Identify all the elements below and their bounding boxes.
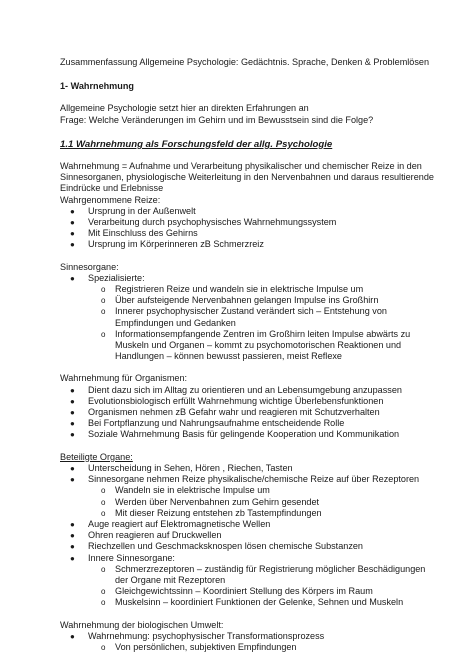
- bullet-icon: ●: [70, 229, 75, 239]
- list-item: ● Auge reagiert auf Elektromagnetische Wellen: [70, 518, 271, 529]
- list-item: ● Mit Einschluss des Gehirns: [70, 228, 198, 239]
- bullet-icon: ●: [70, 273, 75, 283]
- bullet-icon: ●: [70, 531, 75, 541]
- list-item: ● Soziale Wahrnehmung Basis für gelingende Kooperation und Kommunikation: [70, 429, 400, 440]
- beteiligte-organe-list: [60, 463, 434, 485]
- sublist-item: o Innerer psychophysischer Zustand verändert sich – Entstehung von Empfindungen und Gedanken: [101, 306, 387, 328]
- definition-paragraph: Wahrnehmung = Aufnahme und Verarbeitung physikalischer und chemischer Reize in den Sinnesorganen, physiologische Weiterleitung in den Nervenbahnen und daraus resultierende Eindrücke und Erlebnisse: [60, 161, 434, 194]
- document-title: Zusammenfassung Allgemeine Psychologie: Gedächtnis. Sprache, Denken & Problemlösen: [60, 57, 430, 67]
- list-item: ● Wahrnehmung: psychophysischer Transformationsprozess: [70, 630, 325, 641]
- list-item: ● Verarbeitung durch psychophysisches Wahrnehmungssystem: [70, 217, 337, 228]
- bullet-icon: ●: [70, 475, 75, 485]
- beteiligte-organe-list-continued: [60, 519, 434, 564]
- bullet-icon: ●: [70, 430, 75, 440]
- bullet-icon: ●: [70, 218, 75, 228]
- bullet-icon: ●: [70, 542, 75, 552]
- list-item: ● Bei Fortpflanzung und Nahrungsaufnahme entscheidende Rolle: [70, 418, 345, 429]
- umwelt-list: [60, 631, 434, 642]
- circle-bullet-icon: o: [101, 497, 106, 507]
- circle-bullet-icon: o: [101, 329, 106, 339]
- wahrgenommene-reize-list: [60, 206, 434, 251]
- list-item: ● Organismen nehmen zB Gefahr wahr und reagieren mit Schutzverhalten: [70, 407, 380, 418]
- intro-line: Allgemeine Psychologie setzt hier an direkten Erfahrungen an: [60, 103, 309, 114]
- list-item: ● Ursprung in der Außenwelt: [70, 205, 196, 216]
- beteiligte-organe-label: Beteiligte Organe:: [60, 451, 133, 462]
- list-item: ● Sinnesorgane nehmen Reize physikalische/chemische Reize auf über Rezeptoren: [70, 474, 420, 485]
- innere-sinnesorgane-sublist: [60, 564, 434, 609]
- circle-bullet-icon: o: [101, 564, 106, 574]
- bullet-icon: ●: [70, 240, 75, 250]
- sinnesorgane-label: Sinnesorgane:: [60, 261, 119, 272]
- sublist-item: o Gleichgewichtssinn – Koordiniert Stellung des Körpers im Raum: [101, 586, 373, 597]
- bullet-icon: ●: [70, 553, 75, 563]
- section-heading-wahrnehmung: 1- Wahrnehmung: [60, 81, 134, 92]
- circle-bullet-icon: o: [101, 296, 106, 306]
- circle-bullet-icon: o: [101, 285, 106, 295]
- list-item: ● Dient dazu sich im Alltag zu orientieren und an Lebensumgebung anzupassen: [70, 384, 402, 395]
- subsection-heading-forschungsfeld: 1.1 Wahrnehmung als Forschungsfeld der allg. Psychologie: [60, 138, 333, 150]
- circle-bullet-icon: o: [101, 642, 106, 652]
- spezialisierte-sublist: [60, 284, 434, 362]
- rezeptoren-sublist: [60, 485, 434, 519]
- bullet-icon: ●: [70, 631, 75, 641]
- bullet-icon: ●: [70, 385, 75, 395]
- list-item: ● Evolutionsbiologisch erfüllt Wahrnehmung wichtige Überlebensfunktionen: [70, 395, 384, 406]
- circle-bullet-icon: o: [101, 587, 106, 597]
- sublist-item: o Muskelsinn – koordiniert Funktionen der Gelenke, Sehnen und Muskeln: [101, 597, 404, 608]
- bullet-icon: ●: [70, 519, 75, 529]
- sublist-item: o Von persönlichen, subjektiven Empfindungen: [101, 641, 297, 652]
- umwelt-label: Wahrnehmung der biologischen Umwelt:: [60, 619, 224, 630]
- bullet-icon: ●: [70, 419, 75, 429]
- list-item: ● Unterscheidung in Sehen, Hören , Riechen, Tasten: [70, 462, 293, 473]
- list-item: ● Ursprung im Körperinneren zB Schmerzreiz: [70, 239, 264, 250]
- sublist-item: o Registrieren Reize und wandeln sie in elektrische Impulse um: [101, 284, 364, 295]
- sublist-item: o Über aufsteigende Nervenbahnen gelangen Impulse ins Großhirn: [101, 295, 379, 306]
- bullet-icon: ●: [70, 463, 75, 473]
- list-item: ● Riechzellen und Geschmacksknospen lösen chemische Substanzen: [70, 541, 363, 552]
- list-item: ● Spezialisierte:: [70, 272, 145, 283]
- bullet-icon: ●: [70, 408, 75, 418]
- organismen-list: [60, 385, 434, 441]
- sublist-item: o Werden über Nervenbahnen zum Gehirn gesendet: [101, 496, 320, 507]
- circle-bullet-icon: o: [101, 598, 106, 608]
- circle-bullet-icon: o: [101, 307, 106, 317]
- list-item: ● Innere Sinnesorgane:: [70, 552, 175, 563]
- circle-bullet-icon: o: [101, 508, 106, 518]
- sublist-item: o Schmerzrezeptoren – zuständig für Registrierung möglicher Beschädigungen der Organe mit Rezeptoren: [101, 563, 426, 585]
- sinnesorgane-list: [60, 273, 434, 284]
- sublist-item: o Wandeln sie in elektrische Impulse um: [101, 485, 270, 496]
- bullet-icon: ●: [70, 206, 75, 216]
- bullet-icon: ●: [70, 396, 75, 406]
- circle-bullet-icon: o: [101, 486, 106, 496]
- list-item: ● Ohren reagieren auf Druckwellen: [70, 530, 222, 541]
- sublist-item: o Informationsempfangende Zentren im Großhirn leiten Impulse abwärts zu Muskeln und Organen – kommt zu psychomotorischen Reaktionen und Handlungen – können bewusst passieren, meist Reflexe: [101, 328, 411, 362]
- umwelt-sublist: [60, 642, 434, 653]
- sublist-item: o Mit dieser Reizung entstehen zb Tastempfindungen: [101, 507, 322, 518]
- wahrgenommene-reize-label: Wahrgenommene Reize:: [60, 194, 161, 205]
- organismen-label: Wahrnehmung für Organismen:: [60, 373, 188, 384]
- intro-question: Frage: Welche Veränderungen im Gehirn und im Bewusstsein sind die Folge?: [60, 114, 374, 125]
